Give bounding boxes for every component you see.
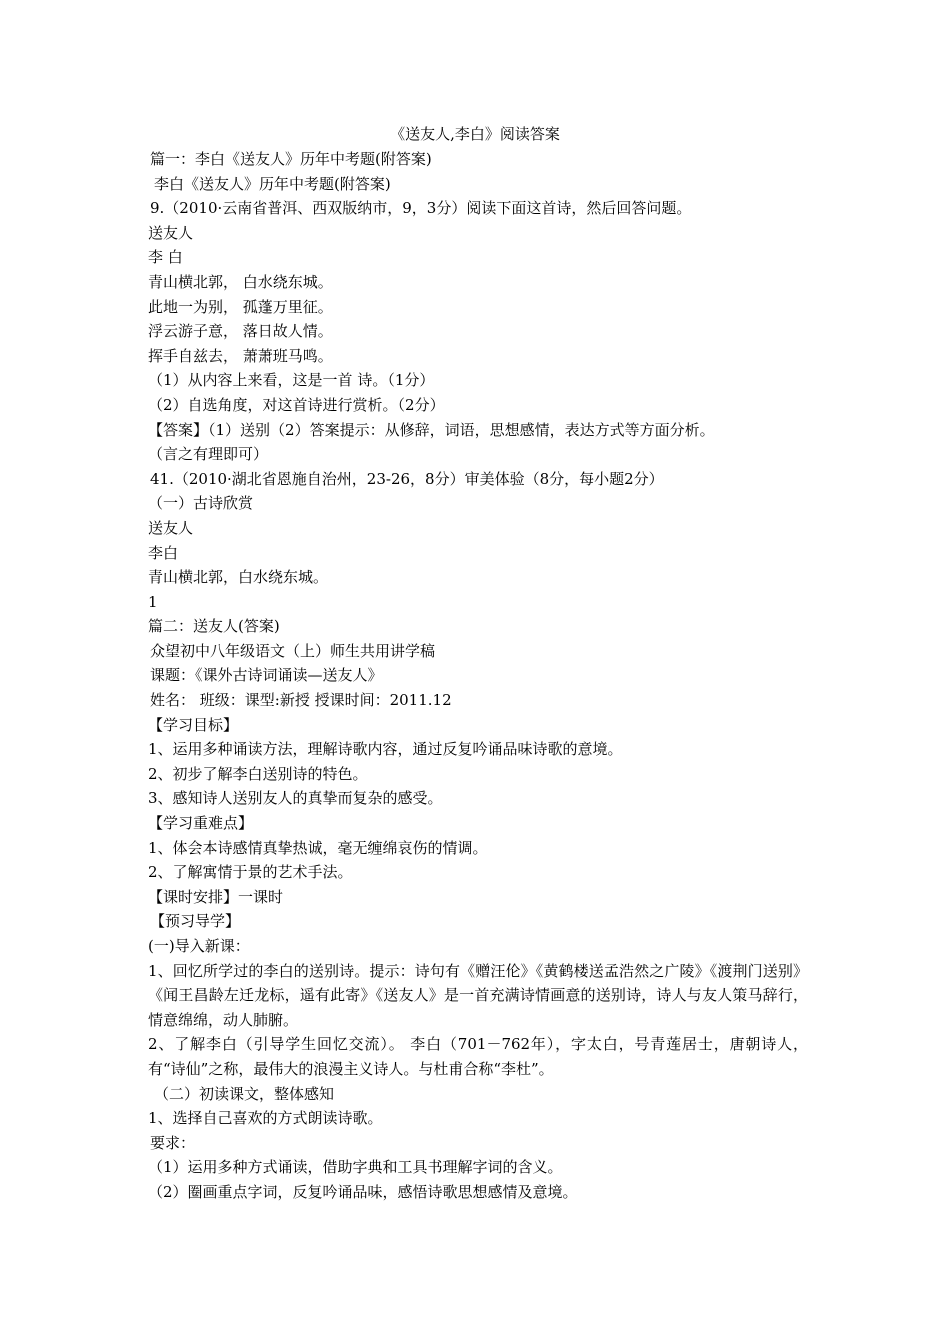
- document-body: [148, 147, 808, 1205]
- paragraph: 1、回忆所学过的李白的送别诗。提示：诗句有《赠汪伦》《黄鹤楼送孟浩然之广陵》《渡荆门送别》《闻王昌龄左迁龙标，遥有此寄》《送友人》是一首充满诗情画意的送别诗，诗人与友人策马辞行，情意绵绵，动人肺腑。: [148, 961, 808, 1029]
- text-line: 李白《送友人》历年中考题(附答案): [154, 174, 391, 193]
- text-line: 9.（2010·云南省普洱、西双版纳市，9，3分）阅读下面这首诗，然后回答问题。: [150, 199, 692, 218]
- text-line: 1、选择自己喜欢的方式朗读诗歌。: [148, 1109, 383, 1128]
- text-line: 李 白: [148, 248, 183, 267]
- paragraph: 2、了解李白（引导学生回忆交流）。 李白（701－762年），字太白，号青莲居士，唐朝诗人，有“诗仙”之称，最伟大的浪漫主义诗人。与杜甫合称“李杜”。: [148, 1035, 808, 1078]
- document-title: 《送友人,李白》阅读答案: [390, 125, 560, 143]
- text-line: （一）古诗欣赏: [148, 494, 254, 513]
- text-line: （1）从内容上来看，这是一首 诗。（1分）: [148, 371, 435, 390]
- text-line: 2、了解寓情于景的艺术手法。: [148, 863, 353, 882]
- text-line: （言之有理即可）: [148, 445, 269, 464]
- text-line: （1）运用多种方式诵读，借助字典和工具书理解字词的含义。: [148, 1158, 563, 1177]
- text-line: 众望初中八年级语文（上）师生共用讲学稿: [150, 641, 436, 660]
- text-line: 姓名： 班级：课型:新授 授课时间：2011.12: [150, 691, 452, 710]
- text-line: 41.（2010·湖北省恩施自治州，23-26，8分）审美体验（8分，每小题2分）: [150, 469, 664, 488]
- text-line: 课题：《课外古诗词诵读—送友人》: [150, 666, 383, 685]
- text-line: 【学习目标】: [148, 715, 239, 734]
- text-line: 【答案】（1）送别（2）答案提示：从修辞，词语，思想感情，表达方式等方面分析。: [148, 420, 715, 439]
- text-line: 【学习重难点】: [148, 814, 254, 833]
- text-line: 【预习导学】: [150, 912, 241, 931]
- text-line: 挥手自兹去， 萧萧班马鸣。: [148, 346, 333, 365]
- text-line: 浮云游子意， 落日故人情。: [148, 322, 333, 341]
- text-line: 2、初步了解李白送别诗的特色。: [148, 764, 368, 783]
- text-line: （二）初读课文，整体感知: [154, 1084, 335, 1103]
- text-line: （2）圈画重点字词，反复吟诵品味，感悟诗歌思想感情及意境。: [148, 1182, 578, 1201]
- text-line: （2）自选角度，对这首诗进行赏析。（2分）: [148, 395, 445, 414]
- text-line: 篇二：送友人(答案): [148, 617, 280, 636]
- text-line: 1、运用多种诵读方法，理解诗歌内容，通过反复吟诵品味诗歌的意境。: [148, 740, 623, 759]
- text-line: 要求：: [150, 1133, 196, 1152]
- text-line: 送友人: [148, 518, 194, 537]
- text-line: 【课时安排】一课时: [148, 887, 284, 906]
- text-line: 3、感知诗人送别友人的真挚而复杂的感受。: [148, 789, 443, 808]
- text-line: 1、体会本诗感情真挚热诚，毫无缠绵哀伤的情调。: [148, 838, 488, 857]
- text-line: 此地一为别， 孤蓬万里征。: [148, 297, 333, 316]
- text-line: 青山横北郭，白水绕东城。: [148, 568, 329, 587]
- text-line: (一)导入新课：: [148, 937, 250, 955]
- text-line: 1: [148, 592, 158, 611]
- text-line: 青山横北郭， 白水绕东城。: [148, 272, 333, 291]
- text-line: 篇一：李白《送友人》历年中考题(附答案): [150, 150, 432, 168]
- text-line: 送友人: [148, 223, 194, 242]
- text-line: 李白: [148, 543, 179, 562]
